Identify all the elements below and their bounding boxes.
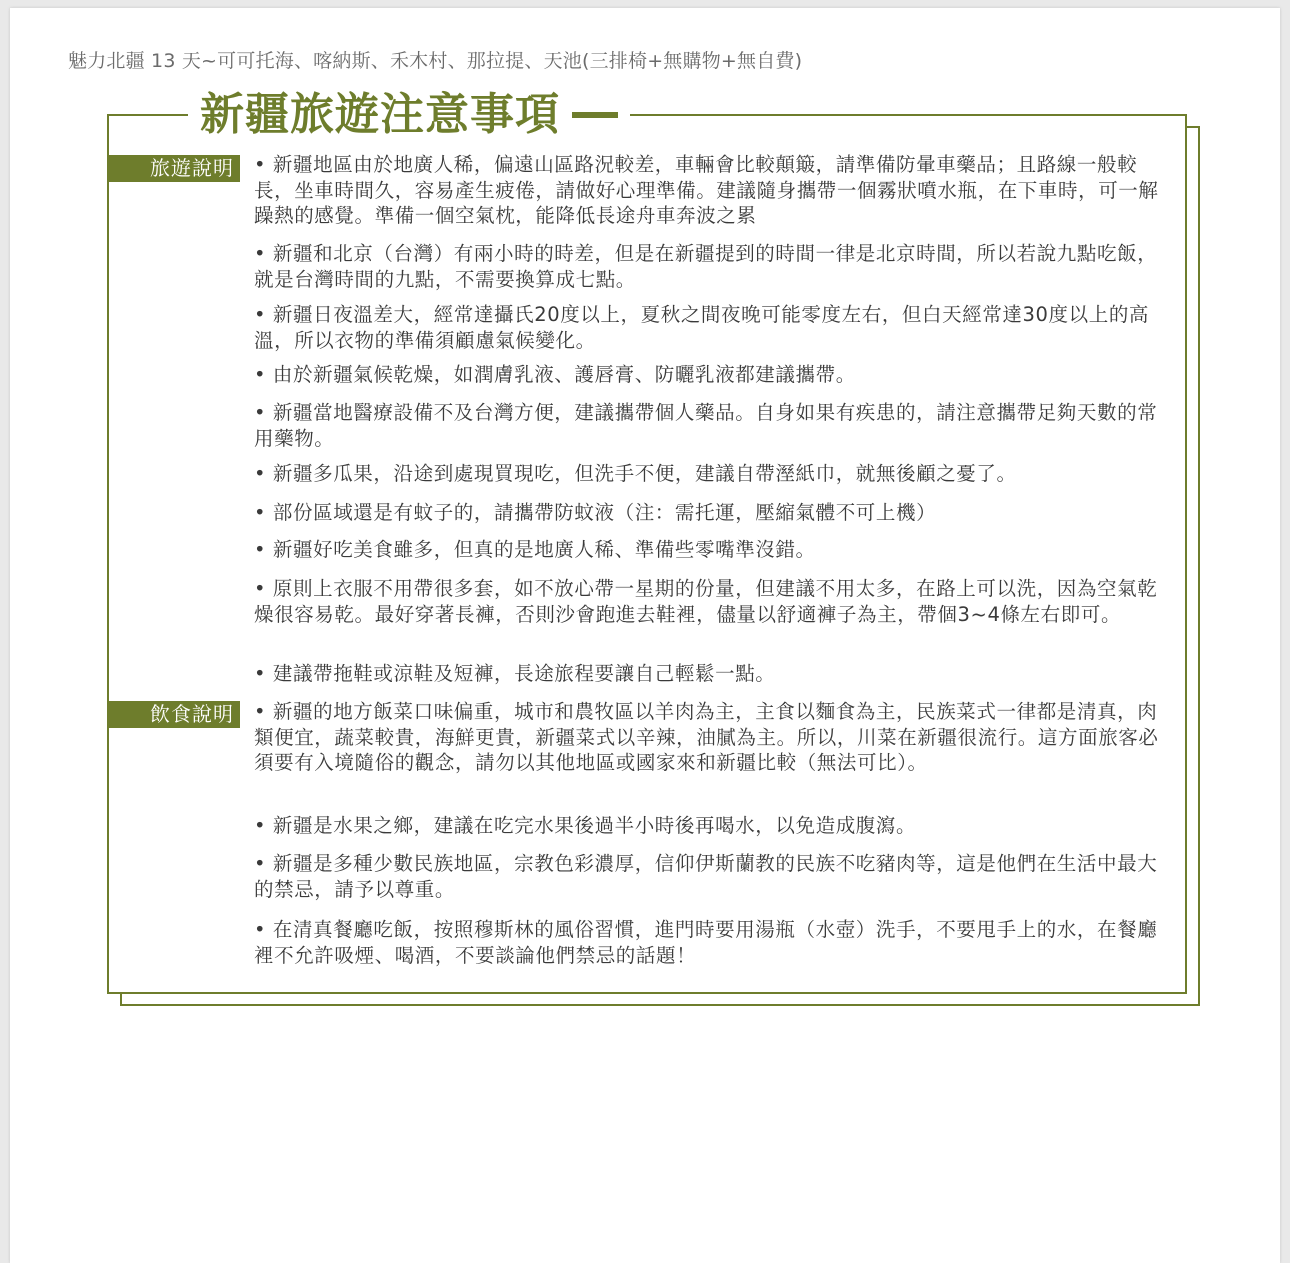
travel-item: • 新疆多瓜果，沿途到處現買現吃，但洗手不便，建議自帶溼紙巾，就無後顧之憂了。 [254,462,1017,485]
page-title: 新疆旅遊注意事項 [200,89,560,140]
section-label-travel: 旅遊說明 [108,155,240,182]
travel-item: • 新疆日夜溫差大，經常達攝氏20度以上，夏秋之間夜晚可能零度左右，但白天經常達30度以上的高溫，所以衣物的準備須顧慮氣候變化。 [254,303,1150,352]
document-header: 魅力北疆 13 天~可可托海、喀納斯、禾木村、那拉提、天池(三排椅+無購物+無自費) [68,50,803,72]
food-item: • 在清真餐廳吃飯，按照穆斯林的風俗習慣，進門時要用湯瓶（水壺）洗手，不要甩手上的水，在餐廳裡不允許吸煙、喝酒，不要談論他們禁忌的話題！ [254,918,1158,967]
travel-item: • 部份區域還是有蚊子的，請攜帶防蚊液（注：需托運，壓縮氣體不可上機） [254,501,937,524]
title-dash-decoration [572,112,618,118]
travel-item: • 由於新疆氣候乾燥，如潤膚乳液、護唇膏、防曬乳液都建議攜帶。 [254,363,856,386]
title-block [188,80,630,140]
travel-item: • 新疆當地醫療設備不及台灣方便，建議攜帶個人藥品。自身如果有疾患的，請注意攜帶足夠天數的常用藥物。 [254,401,1158,450]
food-item: • 新疆是水果之鄉，建議在吃完水果後過半小時後再喝水，以免造成腹瀉。 [254,814,917,837]
travel-item: • 新疆好吃美食雖多，但真的是地廣人稀、準備些零嘴準沒錯。 [254,538,816,561]
travel-item: • 新疆地區由於地廣人稀，偏遠山區路況較差，車輛會比較顛簸，請準備防暈車藥品；且路線一般較長，坐車時間久，容易產生疲倦，請做好心理準備。建議隨身攜帶一個霧狀噴水瓶，在下車時，可一解躁熱的感覺。準備一個空氣枕，能降低長途舟車奔波之累 [254,153,1159,227]
document-page [10,8,1280,1263]
travel-item: • 原則上衣服不用帶很多套，如不放心帶一星期的份量，但建議不用太多，在路上可以洗，因為空氣乾燥很容易乾。最好穿著長褲，否則沙會跑進去鞋裡，儘量以舒適褲子為主，帶個3~4條左右即可。 [254,577,1158,626]
food-item: • 新疆是多種少數民族地區，宗教色彩濃厚，信仰伊斯蘭教的民族不吃豬肉等，這是他們在生活中最大的禁忌，請予以尊重。 [254,852,1158,901]
food-item: • 新疆的地方飯菜口味偏重，城市和農牧區以羊肉為主，主食以麵食為主，民族菜式一律都是清真，肉類便宜，蔬菜較貴，海鮮更貴，新疆菜式以辛辣，油膩為主。所以，川菜在新疆很流行。這方面旅客必須要有入境隨俗的觀念，請勿以其他地區或國家來和新疆比較（無法可比）。 [254,700,1159,774]
travel-item: • 新疆和北京（台灣）有兩小時的時差，但是在新疆提到的時間一律是北京時間，所以若說九點吃飯，就是台灣時間的九點，不需要換算成七點。 [254,242,1158,291]
travel-item: • 建議帶拖鞋或涼鞋及短褲，長途旅程要讓自己輕鬆一點。 [254,662,776,685]
section-label-food: 飲食說明 [108,701,240,728]
